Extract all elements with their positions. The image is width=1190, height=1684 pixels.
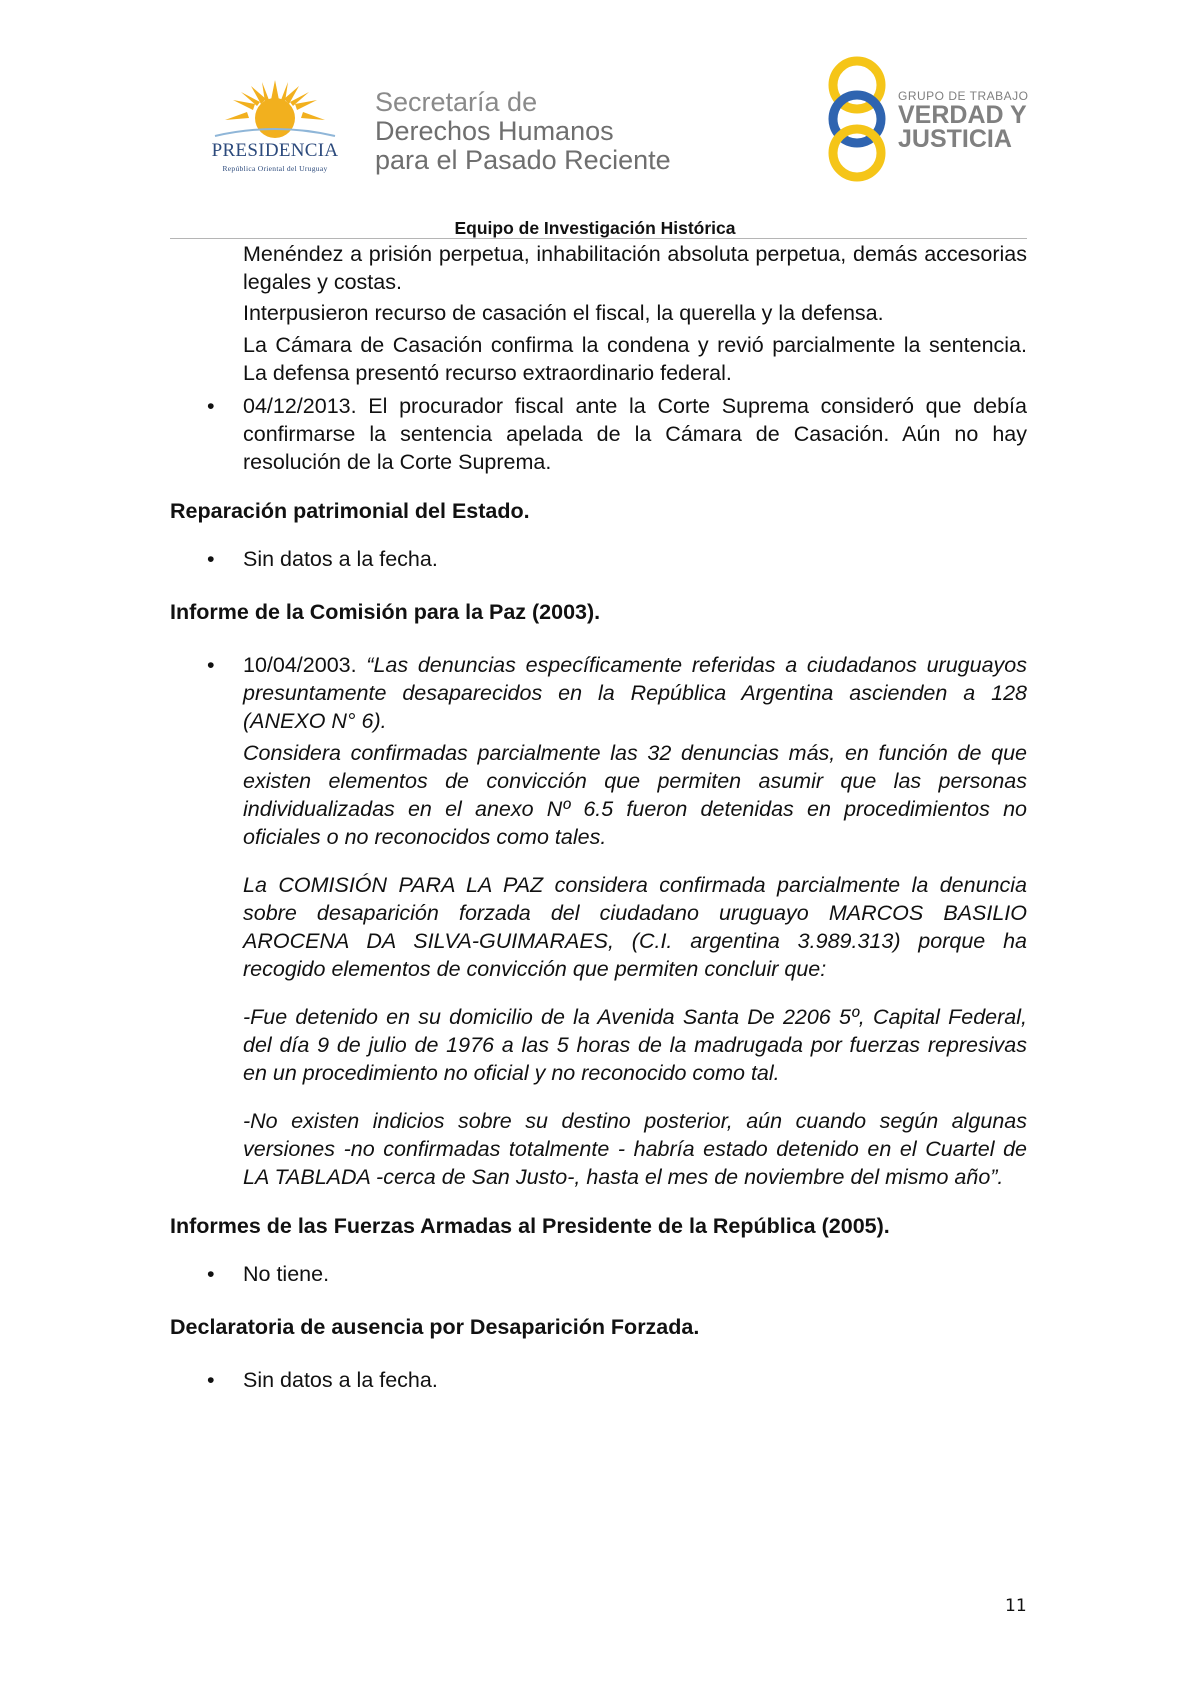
- page-number: 11: [1005, 1596, 1027, 1616]
- quote-paragraph: -No existen indicios sobre su destino posterior, aún cuando según algunas versiones -no confirmadas totalmente - habría estado detenido en el Cuartel de LA TABLADA -cerca de San Justo-, hasta el mes de noviembre del mismo año”.: [243, 1109, 1027, 1189]
- secretaria-title: [375, 88, 671, 175]
- list-item: [170, 1366, 1027, 1394]
- bullet-icon: •: [207, 547, 215, 571]
- section-heading: Informes de las Fuerzas Armadas al Presidente de la República (2005).: [170, 1214, 890, 1238]
- list-item: [170, 545, 1027, 573]
- bullet-icon: •: [207, 1368, 215, 1392]
- quote-paragraph: -Fue detenido en su domicilio de la Avenida Santa De 2206 5º, Capital Federal, del día 9 de julio de 1976 a las 5 horas de la madrugada por fuerzas represivas en un procedimiento no oficial y no reconocido como tal.: [243, 1005, 1027, 1085]
- list-item-text: Sin datos a la fecha.: [243, 1368, 438, 1392]
- item-date: 10/04/2003.: [243, 653, 367, 677]
- page-header: [0, 0, 1190, 245]
- list-item-text: 04/12/2013. El procurador fiscal ante la Corte Suprema consideró que debía confirmarse la sentencia apelada de la Cámara de Casación. Aún no hay resolución de la Corte Suprema.: [243, 394, 1027, 474]
- gtvj-title: [898, 103, 1027, 151]
- list-item: [170, 651, 1027, 735]
- list-item: [170, 392, 1027, 476]
- list-item-text: [243, 651, 1027, 735]
- verdad-justicia-logo: [823, 55, 1043, 185]
- paragraph-sentence: Menéndez a prisión perpetua, inhabilitación absoluta perpetua, demás accesorias legales y costas.: [243, 242, 1027, 294]
- gtvj-small-label: GRUPO DE TRABAJO: [898, 89, 1029, 103]
- unit-title: Equipo de Investigación Histórica: [454, 218, 736, 238]
- section-heading: Informe de la Comisión para la Paz (2003).: [170, 600, 601, 624]
- bullet-icon: •: [207, 394, 215, 418]
- header-divider: [170, 238, 1027, 239]
- quote-paragraph: Considera confirmadas parcialmente las 32 denuncias más, en función de que existen elementos de convicción que permiten asumir que las personas individualizadas en el anexo Nº 6.5 fueron detenidas en procedimientos no oficiales o no reconocidos como tales.: [243, 741, 1027, 849]
- gtvj-line-1: VERDAD Y: [898, 101, 1027, 129]
- presidencia-label: PRESIDENCIA: [211, 140, 339, 161]
- presidencia-subtitle: República Oriental del Uruguay: [222, 164, 328, 173]
- list-item-text: Sin datos a la fecha.: [243, 547, 438, 571]
- linked-rings-icon: [823, 55, 893, 185]
- paragraph-appeal: Interpusieron recurso de casación el fiscal, la querella y la defensa.: [243, 301, 884, 325]
- secretaria-line-1: Secretaría de: [375, 87, 538, 117]
- list-item: [170, 1260, 1027, 1288]
- bullet-icon: •: [207, 653, 215, 677]
- secretaria-line-3: para el Pasado Reciente: [375, 145, 671, 175]
- section-heading: Declaratoria de ausencia por Desaparición Forzada.: [170, 1315, 700, 1339]
- bullet-icon: •: [207, 1262, 215, 1286]
- item-quote: “Las denuncias específicamente referidas a ciudadanos uruguayos presuntamente desaparecidos en la República Argentina ascienden a 128 (ANEXO N° 6).: [243, 653, 1027, 733]
- gtvj-line-2: JUSTICIA: [898, 125, 1012, 153]
- document-body: [170, 240, 1027, 1394]
- sun-emblem-icon: [195, 78, 355, 138]
- list-item-text: No tiene.: [243, 1262, 330, 1286]
- secretaria-line-2: Derechos Humanos: [375, 116, 614, 146]
- presidencia-logo: [195, 78, 355, 178]
- section-heading: Reparación patrimonial del Estado.: [170, 499, 530, 523]
- quote-paragraph: La COMISIÓN PARA LA PAZ considera confirmada parcialmente la denuncia sobre desaparición forzada del ciudadano uruguayo MARCOS BASILIO AROCENA DA SILVA-GUIMARAES, (C.I. argentina 3.989.313) porque ha recogido elementos de convicción que permiten concluir que:: [243, 873, 1027, 981]
- paragraph-casacion: La Cámara de Casación confirma la condena y revió parcialmente la sentencia. La defensa presentó recurso extraordinario federal.: [243, 333, 1027, 385]
